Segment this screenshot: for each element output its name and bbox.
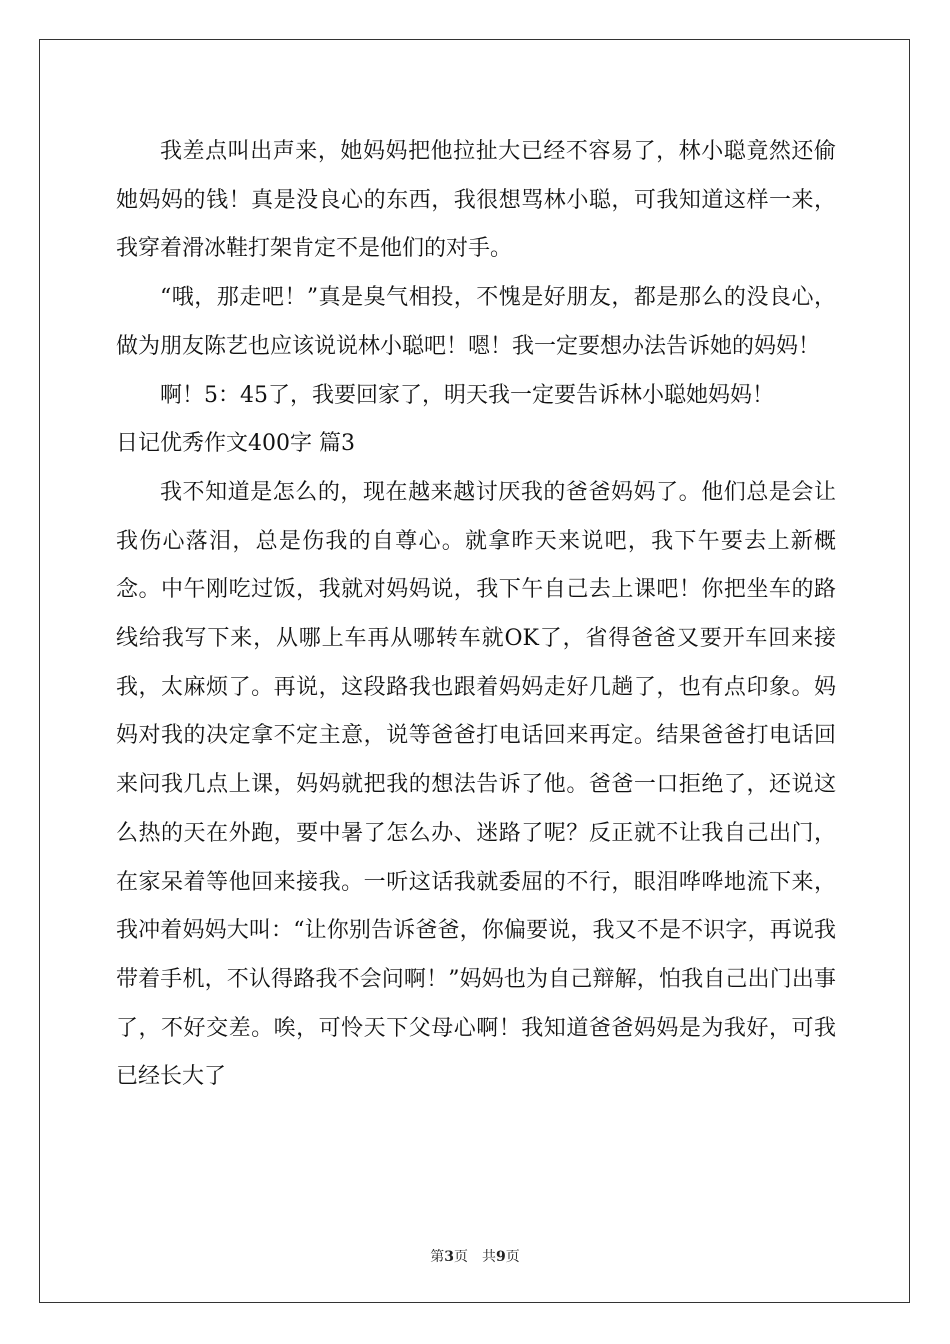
section-heading: 日记优秀作文400字 篇3 xyxy=(116,431,355,457)
page-suffix: 页 xyxy=(454,1249,468,1265)
total-prefix: 共 xyxy=(482,1249,496,1265)
document-body xyxy=(116,128,836,1102)
page-prefix: 第 xyxy=(430,1249,445,1265)
total-suffix: 页 xyxy=(505,1249,520,1265)
paragraph-2: “哦，那走吧！”真是臭气相投，不愧是好朋友，都是那么的没良心，做为朋友陈艺也应该说说林小聪吧！嗯！我一定要想办法告诉她的妈妈！ xyxy=(116,285,836,359)
paragraph-4: 我不知道是怎么的，现在越来越讨厌我的爸爸妈妈了。他们总是会让我伤心落泪，总是伤我的自尊心。就拿昨天来说吧，我下午要去上新概念。中午刚吃过饭，我就对妈妈说，我下午自己去上课吧！你把坐车的路线给我写下来，从哪上车再从哪转车就OK了，省得爸爸又要开车回来接我，太麻烦了。再说，这段路我也跟着妈妈走好几趟了，也有点印象。妈妈对我的决定拿不定主意，说等爸爸打电话回来再定。结果爸爸打电话回来问我几点上课，妈妈就把我的想法告诉了他。爸爸一口拒绝了，还说这么热的天在外跑，要中暑了怎么办、迷路了呢？反正就不让我自己出门，在家呆着等他回来接我。一听这话我就委屈的不行，眼泪哗哗地流下来，我冲着妈妈大叫：“让你别告诉爸爸，你偏要说，我又不是不识字，再说我带着手机，不认得路我不会问啊！”妈妈也为自己辩解，怕我自己出门出事了，不好交差。唉，可怜天下父母心啊！我知道爸爸妈妈是为我好，可我已经长大了 xyxy=(116,479,836,1090)
page-footer xyxy=(0,1247,950,1267)
page-current: 3 xyxy=(444,1249,454,1265)
paragraph-3: 啊！5：45了，我要回家了，明天我一定要告诉林小聪她妈妈！ xyxy=(160,382,774,408)
page-total: 9 xyxy=(496,1249,506,1265)
paragraph-1: 我差点叫出声来，她妈妈把他拉扯大已经不容易了，林小聪竟然还偷她妈妈的钱！真是没良心的东西，我很想骂林小聪，可我知道这样一来，我穿着滑冰鞋打架肯定不是他们的对手。 xyxy=(116,139,836,262)
